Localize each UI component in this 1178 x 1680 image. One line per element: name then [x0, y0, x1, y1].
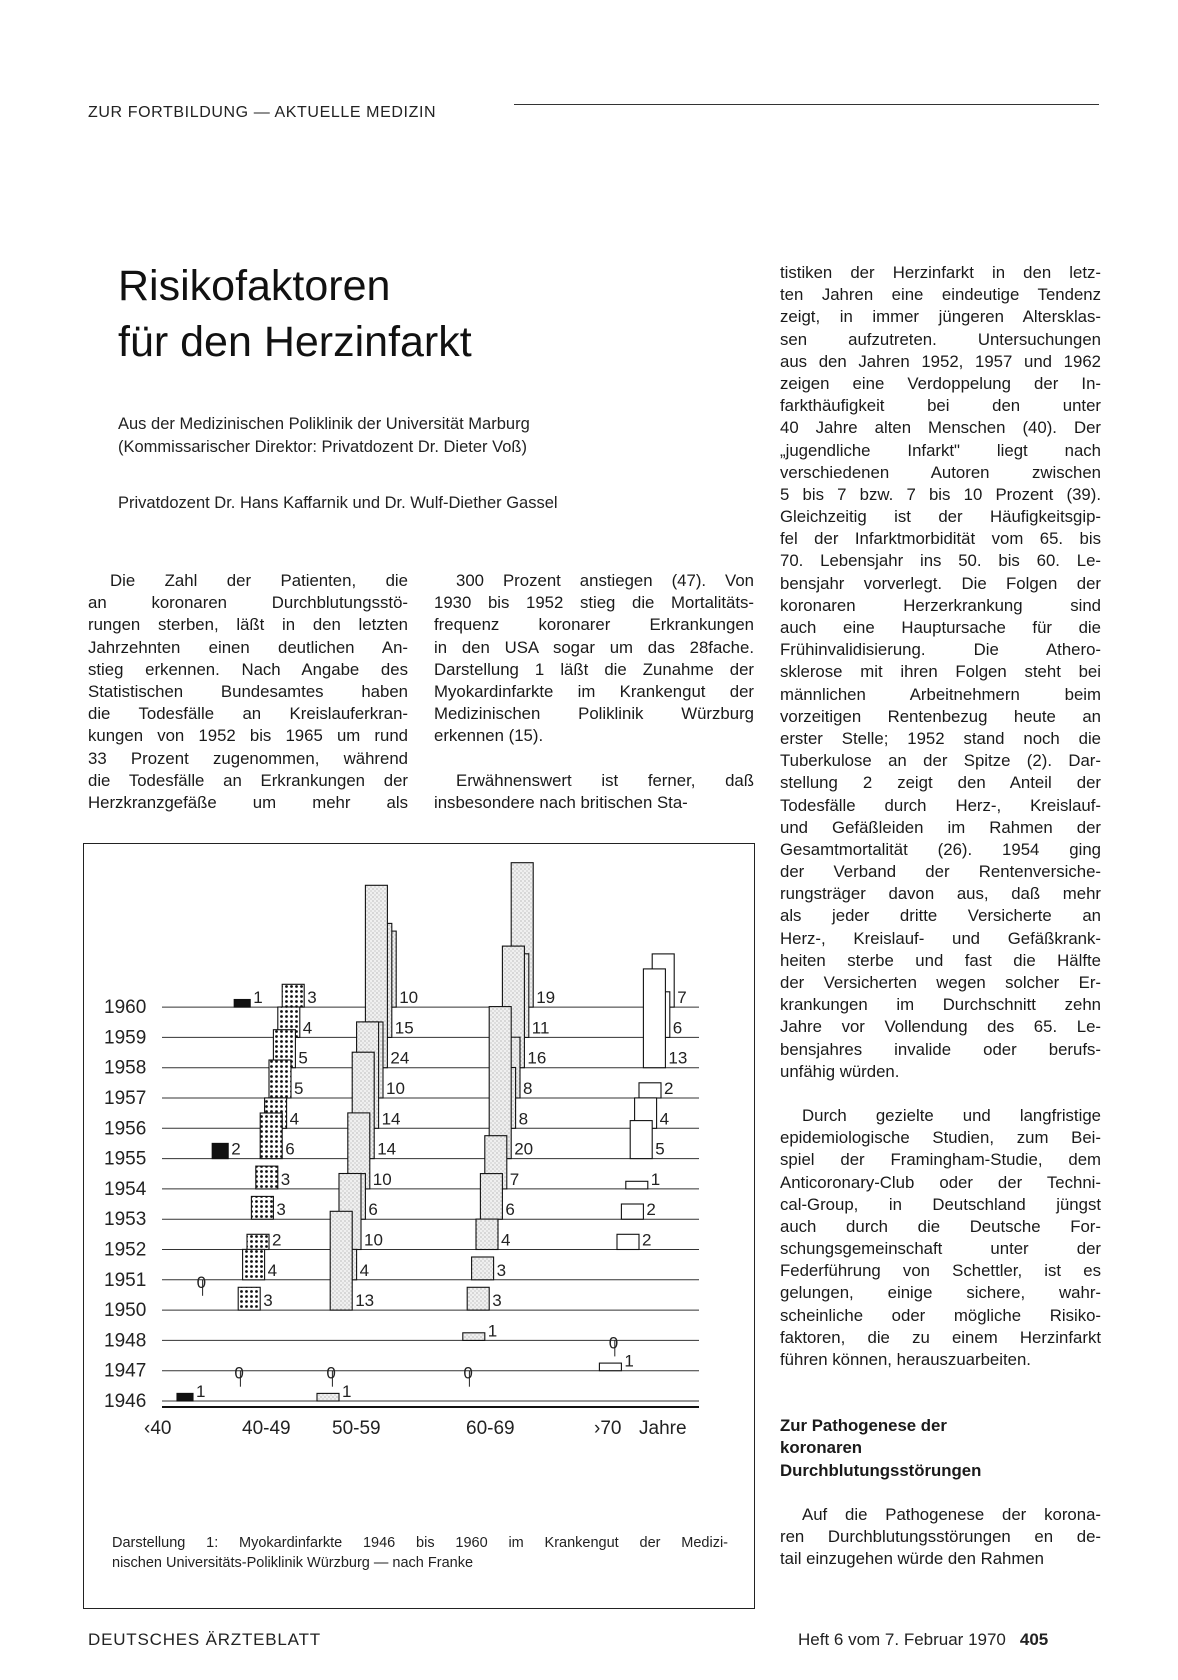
col3-line: bensjahr vorverlegt. Die Folgen der [780, 573, 1101, 593]
bar-70-1957 [639, 1083, 661, 1098]
bar-4049-1951 [243, 1249, 265, 1279]
col2-line: 300 Prozent anstiegen (47). Von [456, 571, 754, 590]
data-label: 10 [399, 988, 419, 1008]
col3-line: Gesamtmortalität (26). 1954 ging [780, 839, 1101, 859]
data-label: 3 [492, 1291, 502, 1311]
title-line-2: für den Herzinfarkt [118, 318, 472, 366]
data-label: 10 [386, 1079, 405, 1098]
data-label: 5 [294, 1079, 304, 1098]
year-label: 1954 [104, 1178, 147, 1200]
bar-6069-1951 [472, 1257, 494, 1280]
col2-line: 1930 bis 1952 stieg die Mortalitäts- [434, 593, 754, 613]
page-number: 405 [1019, 1630, 1049, 1649]
bar-6069-1952 [476, 1219, 498, 1249]
col3-line: schungsgemeinschaft unter der [780, 1239, 1101, 1259]
col3-line: tistiken der Herzinfarkt in den letz- [780, 263, 1101, 282]
col3-line: führen können, herauszuarbeiten. [780, 1350, 1031, 1369]
col1-line: die Todesfälle an Kreislauferkran- [88, 704, 408, 724]
year-label: 1951 [104, 1269, 147, 1291]
col3-line: rungsträger davon aus, daß mehr [780, 884, 1101, 904]
data-label: 14 [381, 1109, 401, 1129]
bar-4049-1950 [238, 1287, 260, 1310]
affiliation-line-1: Aus der Medizinischen Poliklinik der Universität Marburg [118, 415, 530, 433]
col3-line: Gleichzeitig ist der Häufigkeitsgip- [780, 507, 1101, 527]
paragraph-gap [780, 1482, 1101, 1504]
bar-5059-1946 [317, 1393, 339, 1401]
year-label: 1948 [104, 1330, 147, 1352]
col3-line: heiten sterbe und fast die Hälfte [780, 950, 1101, 970]
col3-line: bensjahres invalide oder berufs- [780, 1039, 1101, 1059]
data-label: 16 [527, 1048, 547, 1068]
bar-4049-1952 [247, 1234, 269, 1249]
col3-line: „jugendliche Infarkt" liegt nach [780, 440, 1101, 460]
data-label: 3 [280, 1169, 291, 1189]
col3-line: aus den Jahren 1952, 1957 und 1962 [780, 351, 1101, 371]
data-label: 6 [368, 1200, 378, 1220]
col1-line: rungen sterben, läßt in den letzten [88, 615, 408, 635]
figure-frame [83, 843, 755, 1609]
data-label: 0 [196, 1272, 207, 1292]
col3-line: 40 Jahre alten Menschen (40). Der [780, 418, 1101, 438]
year-label: 1953 [104, 1209, 147, 1231]
subheading-line: koronaren [780, 1438, 863, 1458]
col3-line: faktoren, die zu einem Herzinfarkt [780, 1327, 1101, 1347]
col3-line: 5 bis 7 bzw. 7 bis 10 Prozent (39). [780, 484, 1101, 504]
col3-line: Anticoronary-Club oder der Techni- [780, 1172, 1101, 1192]
data-label: 4 [359, 1260, 370, 1280]
col3-line: stellung 2 zeigt den Anteil der [780, 773, 1101, 793]
bar-40-1960 [234, 1000, 250, 1008]
year-label: 1955 [104, 1148, 147, 1170]
col3-line: Todesfälle durch Herz-, Kreislauf- [780, 795, 1101, 815]
bar-6069-1948 [463, 1333, 485, 1341]
header-rule [514, 104, 1099, 105]
data-label: 2 [664, 1079, 674, 1098]
data-label: 3 [307, 988, 317, 1008]
x-axis-label: Jahre [639, 1418, 687, 1439]
col3-line: Frühinvalidisierung. Die Athero- [780, 640, 1101, 660]
data-label: 1 [342, 1382, 352, 1401]
bar-70-1952 [617, 1234, 639, 1249]
subheading-line: Zur Pathogenese der [780, 1416, 947, 1436]
bar-40-1946 [177, 1393, 193, 1401]
bar-70-1958 [643, 969, 665, 1068]
data-label: 2 [231, 1139, 241, 1159]
data-label: 14 [377, 1139, 397, 1159]
col2-line: Medizinischen Poliklinik Würzburg [434, 704, 754, 724]
infarct-chart [84, 844, 753, 1524]
data-label: 4 [659, 1109, 670, 1129]
col3-line: auch eine Hauptursache für die [780, 618, 1101, 637]
x-tick-label: 60-69 [466, 1418, 515, 1439]
col3-line: 70. Lebensjahr ins 50. bis 60. Le- [780, 551, 1101, 571]
col2-line: Darstellung 1 läßt die Zunahme der [434, 659, 754, 679]
col2-line: frequenz koronarer Erkrankungen [434, 615, 754, 635]
col2-line: Myokardinfarkte im Krankengut der [434, 681, 754, 701]
issue-text: Heft 6 vom 7. Februar 1970 [798, 1630, 1006, 1649]
bar-4049-1960 [282, 984, 304, 1007]
col3-line: der Verband der Rentenversiche- [780, 862, 1101, 882]
year-label: 1950 [104, 1300, 147, 1322]
data-label: 1 [487, 1321, 498, 1341]
caption-line-1: Darstellung 1: Myokardinfarkte 1946 bis 1960 im Krankengut der Medizi- [112, 1535, 728, 1551]
data-label: 2 [642, 1230, 652, 1250]
caption-line-2: nischen Universitäts-Poliklinik Würzburg — nach Franke [112, 1555, 474, 1571]
data-label: 15 [394, 1018, 414, 1038]
bar-6069-1953 [480, 1174, 502, 1220]
col3-line: zeigt, in immer jüngeren Altersklas- [780, 307, 1101, 327]
subheading-line: Durchblutungsstörungen [780, 1460, 982, 1480]
col2-line: in den USA sogar um das 28fache. [434, 637, 754, 657]
bar-5059-1950 [330, 1211, 352, 1310]
data-label: 1 [624, 1351, 634, 1371]
col2-line: erkennen (15). [434, 726, 544, 746]
title-line-1: Risikofaktoren [118, 262, 391, 310]
col3-line: farkthäufigkeit bei den unter [780, 396, 1101, 416]
data-label: 6 [672, 1018, 683, 1038]
bar-4049-1957 [269, 1060, 291, 1098]
data-label: 3 [496, 1260, 507, 1280]
data-label: 3 [263, 1291, 273, 1311]
figure-caption [112, 1533, 728, 1573]
col1-line: Statistischen Bundesamtes haben [88, 681, 408, 701]
col3-line: Durch gezielte und langfristige [802, 1105, 1101, 1125]
col1-line: Herzkranzgefäße um mehr als [88, 792, 408, 812]
journal-name: DEUTSCHES ÄRZTEBLATT [88, 1630, 321, 1649]
bar-70-1955 [630, 1121, 652, 1159]
col3-line: krankungen im Durchschnitt zehn [780, 995, 1101, 1015]
affiliation [118, 413, 530, 459]
data-label: 6 [285, 1139, 295, 1159]
section-header: ZUR FORTBILDUNG — AKTUELLE MEDIZIN [88, 104, 437, 121]
data-label: 4 [267, 1260, 278, 1280]
x-tick-label: ‹40 [144, 1418, 172, 1439]
col3-line: gelungen, einige sichere, wahr- [780, 1283, 1101, 1303]
col3-line: zeigen eine Verdoppelung der In- [780, 373, 1101, 393]
col3-line: Jahre vor Vollendung des 65. Le- [780, 1017, 1101, 1037]
data-label: 1 [650, 1169, 661, 1189]
bar-4049-1953 [251, 1196, 273, 1219]
x-tick-label: ›70 [594, 1418, 622, 1439]
data-label: 4 [302, 1018, 313, 1038]
col3-line: und Gefäßleiden im Rahmen der [780, 817, 1101, 837]
data-label: 4 [501, 1230, 511, 1250]
col3-line: der Versicherten wegen solcher Er- [780, 973, 1101, 992]
data-label: 1 [196, 1382, 206, 1401]
data-label: 2 [646, 1200, 656, 1220]
col2-line: insbesondere nach britischen Sta- [434, 792, 688, 812]
data-label: 24 [390, 1048, 410, 1068]
data-label: 0 [234, 1363, 244, 1383]
col2-line: Erwähnenswert ist ferner, daß [456, 770, 754, 790]
col1-line: Die Zahl der Patienten, die [110, 571, 408, 590]
data-label: 7 [677, 988, 687, 1008]
bar-70-1947 [599, 1363, 621, 1371]
data-label: 2 [272, 1230, 282, 1250]
paragraph-gap [780, 1371, 1101, 1393]
col3-line: Herz-, Kreislauf- und Gefäßkrank- [780, 928, 1101, 948]
data-label: 0 [608, 1333, 619, 1353]
year-label: 1958 [104, 1057, 147, 1079]
col3-line: tail einzugehen würde den Rahmen [780, 1549, 1045, 1569]
paragraph-gap [434, 748, 754, 770]
col1-line: Jahrzehnten einen deutlichen An- [88, 637, 408, 657]
data-label: 13 [355, 1291, 375, 1311]
year-label: 1946 [104, 1391, 147, 1412]
col3-line: spiel der Framingham-Studie, dem [780, 1150, 1101, 1170]
col3-line: fel der Infarktmorbidität vom 65. bis [780, 529, 1101, 549]
column-1 [88, 570, 408, 814]
col3-line: auch durch die Deutsche For- [780, 1216, 1101, 1236]
col3-line: cal-Group, in Deutschland jüngst [780, 1194, 1101, 1214]
col1-line: 33 Prozent zugenommen, während [88, 748, 408, 768]
data-label: 6 [505, 1200, 515, 1220]
x-tick-label: 50-59 [332, 1418, 381, 1439]
bar-4049-1955 [260, 1113, 282, 1159]
data-label: 0 [326, 1363, 336, 1383]
col3-line: verschiedenen Autoren zwischen [780, 462, 1101, 482]
data-label: 20 [514, 1139, 534, 1159]
col3-line: Federführung von Schettler, ist es [780, 1261, 1101, 1281]
col3-line: als jeder dritte Versicherte an [780, 906, 1101, 926]
col1-line: kungen von 1952 bis 1965 um rund [88, 726, 408, 746]
year-label: 1956 [104, 1118, 147, 1140]
column-2 [434, 570, 754, 814]
col3-line: unfähig würden. [780, 1061, 900, 1081]
x-tick-label: 40-49 [242, 1418, 291, 1439]
col1-line: an koronaren Durchblutungsstö- [88, 593, 408, 613]
data-label: 0 [463, 1363, 473, 1383]
year-label: 1960 [104, 997, 147, 1019]
data-label: 7 [509, 1169, 520, 1189]
col3-line: vorzeitigen Rentenbezug heute an [780, 706, 1101, 726]
col3-line: ren Durchblutungsstörungen en de- [780, 1526, 1101, 1546]
year-label: 1959 [104, 1027, 147, 1049]
bar-6069-1950 [467, 1287, 489, 1310]
data-label: 1 [253, 988, 263, 1008]
data-label: 10 [364, 1230, 383, 1250]
data-label: 13 [668, 1048, 688, 1068]
bar-70-1954 [626, 1181, 648, 1189]
data-label: 11 [531, 1018, 550, 1038]
bar-70-1953 [621, 1204, 643, 1219]
paragraph-gap [780, 1083, 1101, 1105]
col3-line: sen aufzutreten. Untersuchungen [780, 329, 1101, 349]
data-label: 19 [536, 988, 556, 1008]
year-label: 1947 [104, 1360, 147, 1382]
col3-line: Auf die Pathogenese der korona- [802, 1504, 1101, 1524]
col3-line: ten Jahren eine eindeutige Tendenz [780, 285, 1101, 305]
column-3 [780, 262, 1101, 1570]
affiliation-line-2: (Kommissarischer Direktor: Privatdozent Dr. Dieter Voß) [118, 438, 527, 456]
col3-line: Tuberkulose an der Spitze (2). Dar- [780, 751, 1101, 771]
data-label: 5 [655, 1139, 665, 1159]
col1-line: die Todesfälle an Erkrankungen der [88, 770, 408, 790]
data-label: 8 [523, 1079, 533, 1098]
col3-line: männlichen Arbeitnehmern beim [780, 684, 1101, 704]
col3-line: scheinliche oder mögliche Risiko- [780, 1305, 1101, 1325]
col3-line: erster Stelle; 1952 stand noch die [780, 728, 1101, 748]
data-label: 4 [289, 1109, 300, 1129]
year-label: 1957 [104, 1088, 147, 1109]
col1-line: stieg erkennen. Nach Angabe des [88, 659, 408, 679]
paragraph-gap [780, 1393, 1101, 1415]
col3-line: koronaren Herzerkrankung sind [780, 595, 1101, 615]
bar-4049-1954 [256, 1166, 278, 1189]
col3-line: epidemiologische Studien, zum Bei- [780, 1128, 1101, 1148]
col3-line: sklerose mit ihren Folgen steht bei [780, 662, 1101, 682]
data-label: 3 [276, 1200, 286, 1220]
authors: Privatdozent Dr. Hans Kaffarnik und Dr. Wulf-Diether Gassel [118, 494, 558, 512]
data-label: 10 [372, 1169, 392, 1189]
year-label: 1952 [104, 1239, 147, 1261]
issue-info [798, 1630, 1048, 1650]
data-label: 5 [298, 1048, 308, 1068]
article-title [118, 258, 472, 370]
data-label: 8 [518, 1109, 529, 1129]
bar-40-1955 [212, 1143, 228, 1158]
